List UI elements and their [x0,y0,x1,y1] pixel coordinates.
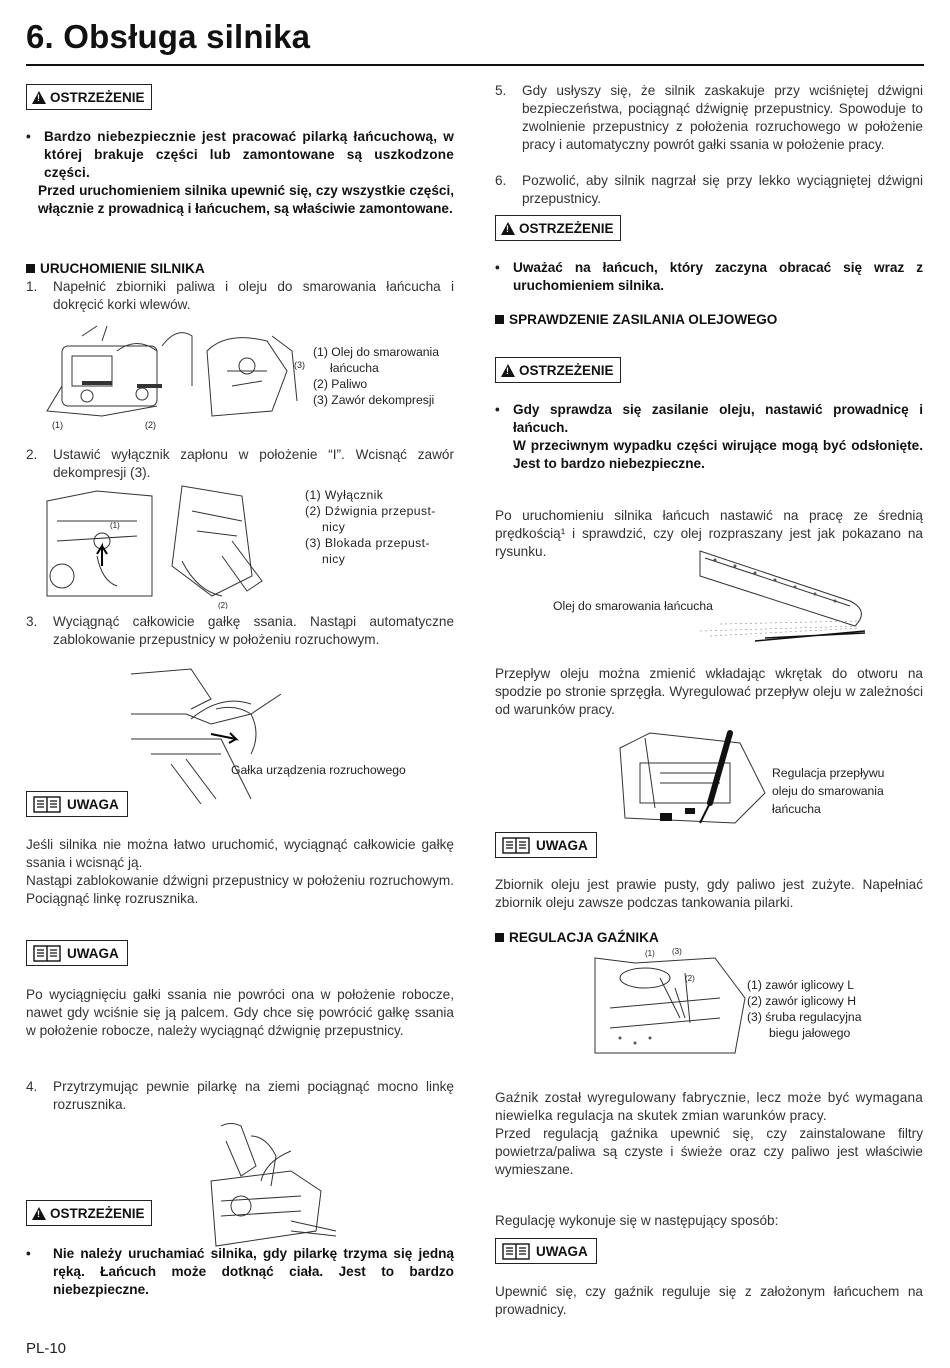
figure-7-caption: (1) zawór iglicowy L (2) zawór iglicowy H (3) śruba regulacyjna biegu jałowego [747,978,862,1040]
book-note-icon [502,1243,530,1260]
figure-7-label-3: (3) [672,948,682,956]
carburetor-section-heading: REGULACJA GAŹNIKA [495,930,659,945]
warning-label: OSTRZEŻENIE [50,1205,145,1221]
figure-6-oil-adjust [615,728,770,838]
figure-3-choke-knob [131,664,281,804]
figure-7-label-2: (2) [685,974,695,983]
figure-1-label-1: (1) [52,420,63,430]
step-5: 5. Gdy usłyszy się, że silnik zaskakuje przy wciśniętej dźwigni bezpieczeństwa, pociągnąć dźwignię przepustnicy. Spowoduje to zwolnienie przepustnicy z położenia rozruchowego w położenie pracy i automatyczny powrót gałki ssania w położenie pracy. [495,83,923,152]
figure-4-pulling-starter [191,1121,341,1251]
note-box-1 [26,791,128,818]
figure-7-carburetor [590,948,750,1058]
book-note-icon [33,796,61,813]
figure-6-caption: Regulacja przepływu oleju do smarowania łańcucha [772,766,885,816]
figure-2-label-2: (2) [218,601,228,609]
warning-icon [32,1207,46,1220]
note-box-3 [495,832,597,859]
warning-2-text: • Nie należy uruchamiać silnika, gdy pilarkę trzyma się jedną ręką. Łańcuch może dotknąć ciała. Jest to bardzo niebezpieczne. [26,1246,454,1297]
figure-2-switch-throttle [42,481,304,609]
warning-3-text: • Uważać na łańcuch, który zaczyna obracać się wraz z uruchomieniem silnika. [495,260,923,293]
book-note-icon [33,945,61,962]
oil-adjust-text: Przepływ oleju można zmienić wkładając wkrętak do otworu na spodzie po stronie sprzęgła. Wyregulować przepływ oleju w zależności od warunków pracy. [495,666,923,717]
note-label: UWAGA [67,945,119,961]
warning-4-text: • Gdy sprawdza się zasilanie oleju, nastawić prowadnicę i łańcuch. W przeciwnym wypadku części wirujące mogą być odsłonięte. Jest to bardzo niebezpieczne. [495,402,923,471]
warning-label: OSTRZEŻENIE [519,362,614,378]
title-rule [26,64,924,66]
step-4: 4. Przytrzymując pewnie pilarkę na ziemi pociągnąć mocno linkę rozrusznika. [26,1079,454,1112]
warning-box-2 [26,1200,152,1226]
figure-7-label-1: (1) [645,949,655,958]
page-number: PL-10 [26,1340,67,1357]
page-title: 6. Obsługa silnika [26,18,311,55]
figure-2-caption: (1) Wyłącznik (2) Dźwignia przepust- nicy (3) Blokada przepust- nicy [305,488,436,566]
note-1-text: Jeśli silnika nie można łatwo uruchomić, wyciągnąć całkowicie gałkę ssania i wcisnąć ją. Nastąpi zablokowanie dźwigni przepustnicy w położeniu rozruchowym. Pociągnąć linkę rozrusznika. [26,837,454,906]
figure-1-caption: (1) Olej do smarowania łańcucha (2) Paliwo (3) Zawór dekompresji [313,345,439,407]
warning-icon [501,222,515,235]
note-box-2 [26,940,128,967]
note-label: UWAGA [67,796,119,812]
step-3: 3. Wyciągnąć całkowicie gałkę ssania. Nastąpi automatyczne zablokowanie przepustnicy w położeniu rozruchowym. [26,614,454,647]
figure-5-caption: Olej do smarowania łańcucha [553,599,713,613]
start-section-heading: URUCHOMIENIE SILNIKA [26,261,205,276]
note-label: UWAGA [536,837,588,853]
oil-section-heading: SPRAWDZENIE ZASILANIA OLEJOWEGO [495,312,777,327]
note-3-text: Zbiornik oleju jest prawie pusty, gdy paliwo jest zużyte. Napełniać zbiornik oleju zawsze podczas tankowania pilarki. [495,877,923,910]
step-1: 1. Napełnić zbiorniki paliwa i oleju do smarowania łańcucha i dokręcić korki wlewów. [26,279,454,312]
warning-label: OSTRZEŻENIE [50,89,145,105]
carburetor-text-1: Gaźnik został wyregulowany fabrycznie, lecz może być wymagana niewielka regulacja na skutek zmian warunków pracy. Przed regulacją gaźnika upewnić się, czy zainstalowane filtry powietrza/paliwa są czyste i świeże oraz czy paliwo jest właściwie wymieszane. [495,1090,923,1177]
step-6: 6. Pozwolić, aby silnik nagrzał się przy lekko wyciągniętej dźwigni przepustnicy. [495,173,923,206]
step-2: 2. Ustawić wyłącznik zapłonu w położenie “I”. Wcisnąć zawór dekompresji (3). [26,447,454,480]
warning-1-text: • Bardzo niebezpiecznie jest pracować pilarką łańcuchową, w której brakuje części lub zamontowane są uszkodzone części. Przed uruchomieniem silnika upewnić się, czy wszystkie części, włącznie z prowadnicą i łańcuchem, są właściwie zamontowane. [26,129,454,216]
figure-5-oil-spray [695,546,925,646]
warning-icon [501,364,515,377]
warning-label: OSTRZEŻENIE [519,220,614,236]
warning-box-4 [495,357,621,383]
figure-1-chainsaw-tanks [42,316,312,431]
figure-1-label-3: (3) [294,360,305,370]
warning-icon [32,91,46,104]
note-box-4 [495,1238,597,1265]
figure-3-caption: Gałka urządzenia rozruchowego [231,763,406,777]
note-4-text: Upewnić się, czy gaźnik reguluje się z założonym łańcuchem na prowadnicy. [495,1284,923,1317]
warning-box-3 [495,215,621,241]
figure-1-label-2: (2) [145,420,156,430]
oil-check-text: Po uruchomieniu silnika łańcuch nastawić na pracę ze średnią prędkością¹ i sprawdzić, czy olej rozpraszany jest jak pokazano na rysunku. [495,508,923,559]
book-note-icon [502,837,530,854]
carburetor-text-3: Regulację wykonuje się w następujący sposób: [495,1213,779,1228]
note-2-text: Po wyciągnięciu gałki ssania nie powróci ona w położenie robocze, nawet gdy wciśnie się ją palcem. Gdy chce się powrócić gałkę ssania w położenie robocze, należy wyciągnąć dźwignię przepustnicy. [26,987,454,1038]
figure-2-label-1: (1) [110,521,120,530]
note-label: UWAGA [536,1243,588,1259]
warning-box-1 [26,84,152,110]
